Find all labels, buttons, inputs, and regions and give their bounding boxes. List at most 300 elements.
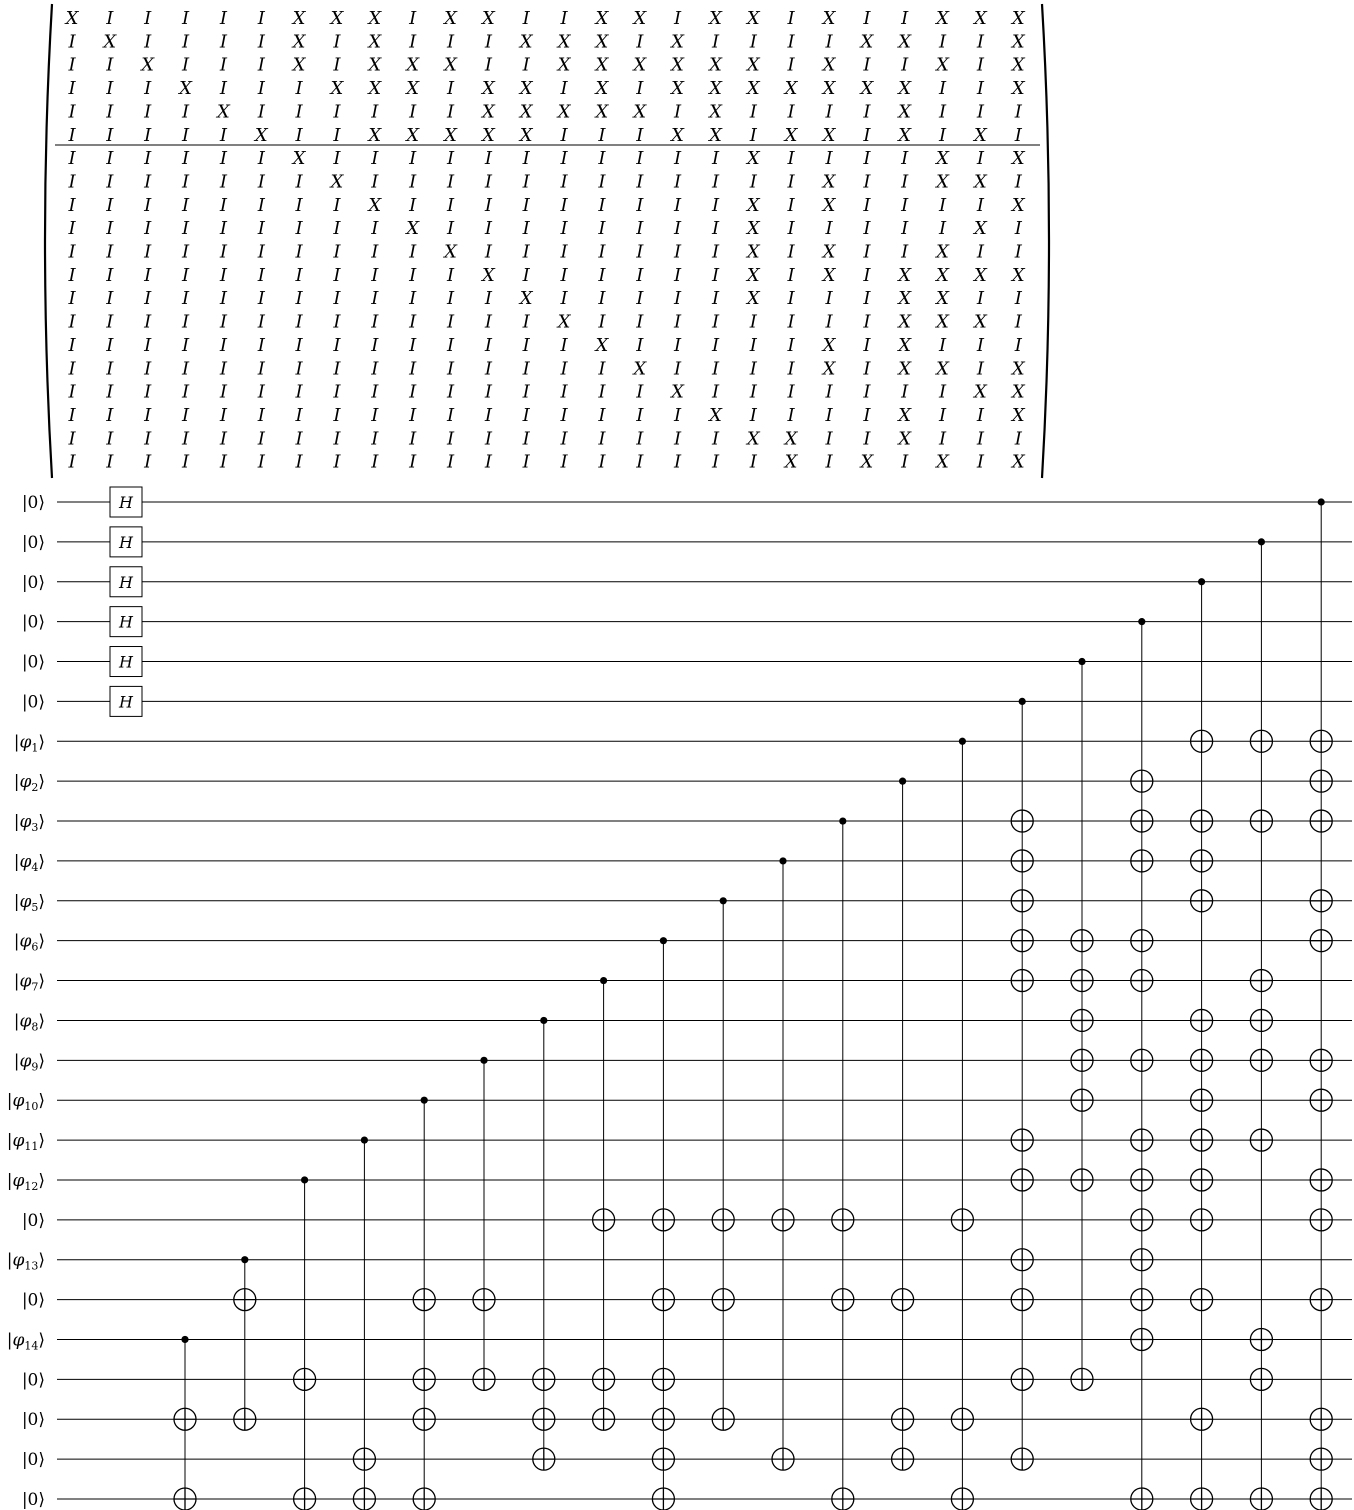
matrix-cell: I [257, 78, 265, 100]
target-xor [1191, 1488, 1213, 1510]
svg-text:H: H [119, 572, 133, 592]
matrix-cell: I [787, 171, 795, 193]
matrix-cell: X [65, 8, 79, 29]
matrix-cell: I [636, 288, 644, 310]
matrix-cell: I [749, 405, 757, 426]
matrix-cell: I [333, 31, 341, 53]
matrix-cell: I [484, 311, 492, 333]
cnot-gate [353, 1136, 375, 1510]
matrix-cell: X [860, 78, 874, 100]
matrix-cell: I [560, 218, 568, 240]
matrix-cell: I [484, 405, 492, 426]
matrix-cell: I [522, 218, 530, 240]
matrix-cell: I [182, 288, 190, 310]
matrix-cell: X [406, 124, 420, 146]
matrix-cell: I [598, 381, 606, 403]
matrix-cell: I [144, 405, 152, 426]
matrix-cell: I [333, 218, 341, 240]
wire-label: $|\varphi_{12}⟩$ [6, 1171, 45, 1193]
matrix-cell: X [292, 148, 306, 170]
control-dot [1019, 698, 1026, 705]
matrix-cell: X [822, 8, 836, 29]
matrix-cell: I [749, 451, 757, 473]
matrix-cell: I [333, 334, 341, 356]
matrix-cell: I [636, 171, 644, 193]
matrix-cell: I [144, 241, 152, 263]
wire-label: $|\varphi_{14}⟩$ [6, 1330, 45, 1353]
wire-label: $|\varphi_5⟩$ [13, 891, 45, 914]
control-dot [421, 1097, 428, 1104]
matrix-cell: I [711, 148, 720, 170]
matrix-cell: I [674, 428, 682, 450]
matrix-cell: I [863, 194, 871, 216]
matrix-cell: I [333, 194, 341, 216]
matrix-cell: X [1011, 194, 1025, 216]
matrix-cell: I [333, 311, 341, 333]
matrix-cell: I [182, 311, 190, 333]
matrix-cell: I [295, 171, 303, 193]
matrix-cell: I [409, 428, 417, 450]
matrix-cell: I [522, 451, 530, 473]
matrix-cell: I [863, 288, 871, 310]
matrix-cell: I [409, 148, 417, 170]
matrix-cell: X [709, 54, 722, 76]
matrix-cell: I [371, 218, 379, 240]
matrix-cell: I [825, 148, 833, 170]
svg-text:H: H [119, 493, 133, 512]
matrix-cell: I [636, 78, 644, 100]
target-xor [832, 1289, 854, 1311]
matrix-cell: I [446, 428, 455, 450]
matrix-cell: X [936, 288, 950, 310]
matrix-cell: I [106, 241, 114, 263]
control-dot [899, 778, 906, 785]
target-xor [294, 1488, 316, 1510]
matrix-cell: I [976, 334, 984, 356]
matrix-cell: I [749, 311, 757, 333]
matrix-cell: I [446, 148, 455, 170]
matrix-cell: I [939, 194, 947, 216]
matrix-cell: I [106, 405, 114, 426]
matrix-cell: X [1011, 451, 1025, 473]
matrix-cell: I [674, 218, 682, 240]
matrix-cell: I [68, 358, 76, 380]
target-xor [951, 1209, 973, 1231]
matrix-cell: I [106, 218, 114, 240]
matrix-cell: X [784, 451, 798, 473]
matrix-cell: X [1011, 358, 1025, 380]
matrix-cell: I [863, 148, 871, 170]
matrix-cell: X [822, 171, 836, 193]
target-xor [174, 1408, 196, 1430]
wire-label: |0⟩ [21, 612, 45, 633]
matrix-cell: X [1011, 54, 1025, 76]
wire-label: |0⟩ [21, 1370, 45, 1391]
matrix-cell: I [863, 405, 871, 426]
matrix-cell: I [106, 148, 114, 170]
matrix-cell: X [1011, 8, 1025, 29]
matrix-cell: I [333, 428, 341, 450]
matrix-cell: I [560, 405, 568, 426]
matrix-cell: X [481, 101, 495, 123]
matrix-cell: I [484, 358, 492, 380]
matrix-cell: X [595, 78, 609, 100]
matrix-cell: X [898, 101, 912, 123]
control-dot [1318, 498, 1325, 505]
target-xor [1131, 810, 1153, 832]
matrix-cell: X [633, 101, 647, 123]
matrix-cell: I [674, 241, 682, 263]
matrix-cell: I [939, 381, 947, 403]
matrix-cell: X [671, 124, 685, 146]
target-xor [1191, 1408, 1213, 1430]
matrix-cell: I [560, 8, 568, 29]
matrix-cell: X [898, 428, 912, 450]
matrix-cell: I [68, 334, 76, 356]
matrix-cell: I [295, 78, 303, 100]
matrix-cell: I [144, 124, 152, 146]
wire-label: $|\varphi_6⟩$ [13, 931, 45, 954]
target-xor [1310, 1089, 1332, 1111]
target-xor [1191, 1049, 1213, 1071]
matrix-cell: I [560, 264, 568, 286]
control-dot [1078, 658, 1085, 665]
cnot-gate [1071, 658, 1093, 1390]
matrix-cell: I [901, 54, 909, 76]
matrix-cell: I [219, 31, 227, 53]
matrix-cell: I [182, 218, 190, 240]
matrix-cell: I [598, 171, 606, 193]
matrix-cell: I [409, 241, 417, 263]
wire-labels [7, 493, 45, 1510]
target-xor [1131, 1249, 1153, 1271]
matrix-cell: I [409, 311, 417, 333]
matrix-cell: I [522, 241, 530, 263]
target-xor [1071, 970, 1093, 992]
matrix-cell: I [409, 264, 417, 286]
matrix-cell: I [560, 288, 568, 310]
matrix-cell: I [674, 171, 682, 193]
matrix-cell: X [936, 54, 950, 76]
matrix-cell: I [219, 54, 227, 76]
target-xor [1310, 1169, 1332, 1191]
matrix-cell: I [825, 288, 833, 310]
matrix-cell: I [636, 334, 644, 356]
matrix-cell: I [863, 334, 871, 356]
matrix-cell: X [973, 264, 987, 286]
matrix-cell: X [784, 78, 798, 100]
matrix-cell: I [219, 264, 227, 286]
matrix-cell: I [674, 334, 682, 356]
target-xor [1071, 1368, 1093, 1390]
matrix-cell: I [144, 218, 152, 240]
matrix-cell: I [825, 218, 833, 240]
matrix-cell: I [976, 148, 984, 170]
matrix-cell: I [560, 78, 568, 100]
target-xor [473, 1368, 495, 1390]
control-dot [839, 817, 846, 824]
wire-label: $|\varphi_7⟩$ [13, 971, 45, 994]
wire-label: $|\varphi_2⟩$ [13, 772, 45, 795]
matrix-cell: I [68, 451, 76, 473]
hadamard-gate [110, 527, 142, 557]
matrix-cell: I [636, 381, 644, 403]
matrix-cell: I [825, 405, 833, 426]
matrix-cell: I [219, 405, 227, 426]
matrix-cell: I [333, 241, 341, 263]
matrix-cell: X [709, 124, 722, 146]
matrix-cell: X [330, 8, 344, 29]
matrix-cell: I [295, 264, 303, 286]
target-xor [1250, 1129, 1272, 1151]
wire-label: |0⟩ [21, 1410, 45, 1431]
matrix-cell: I [901, 381, 909, 403]
target-xor [1011, 970, 1033, 992]
matrix-cell: I [182, 31, 190, 53]
matrix-cell: I [144, 311, 152, 333]
matrix-cell: X [1011, 405, 1025, 426]
target-xor [892, 1408, 914, 1430]
matrix-cell: I [522, 428, 530, 450]
matrix-cell: I [674, 288, 682, 310]
matrix-cell: I [144, 8, 152, 29]
matrix-cell: X [103, 31, 117, 53]
matrix-cell: I [787, 405, 795, 426]
matrix-cell: I [863, 171, 871, 193]
matrix-cell: X [481, 264, 495, 286]
matrix-cell: X [633, 54, 647, 76]
target-xor [772, 1209, 794, 1231]
matrix-cell: I [711, 358, 720, 380]
matrix-cell: I [333, 101, 341, 123]
matrix-cell: X [444, 8, 457, 29]
matrix-cell: I [144, 101, 152, 123]
matrix-cell: I [749, 171, 757, 193]
matrix-cell: X [936, 241, 950, 263]
matrix-cell: X [595, 54, 609, 76]
target-xor [413, 1408, 435, 1430]
matrix-cell: I [674, 311, 682, 333]
target-xor [413, 1368, 435, 1390]
circuit-wires [57, 502, 1352, 1499]
target-xor [652, 1368, 674, 1390]
matrix-cell: I [484, 148, 492, 170]
matrix-cell: I [484, 171, 492, 193]
matrix-cell: I [409, 381, 417, 403]
matrix-cell: I [219, 148, 227, 170]
cnot-gate [951, 738, 973, 1510]
matrix-cell: X [746, 54, 760, 76]
matrix-cell: I [409, 171, 417, 193]
target-xor [1310, 770, 1332, 792]
matrix-cell: X [1011, 31, 1025, 53]
matrix-cell: I [257, 288, 265, 310]
matrix-cell: X [368, 78, 382, 100]
matrix-cell: I [182, 334, 190, 356]
matrix-cell: I [484, 381, 492, 403]
circuit [7, 487, 1352, 1510]
matrix-cell: I [219, 8, 227, 29]
matrix-cell: I [257, 194, 265, 216]
matrix-cell: I [674, 8, 682, 29]
target-xor [294, 1368, 316, 1390]
matrix-cell: I [106, 171, 114, 193]
matrix-cell: I [106, 54, 114, 76]
matrix-cell: I [295, 241, 303, 263]
matrix-cell: I [939, 31, 947, 53]
control-dot [480, 1057, 487, 1064]
matrix-cell: I [257, 381, 265, 403]
target-xor [1131, 1209, 1153, 1231]
matrix-cell: I [749, 31, 757, 53]
target-xor [1011, 1289, 1033, 1311]
matrix-cell: I [106, 194, 114, 216]
matrix-cell: I [333, 288, 341, 310]
matrix-cell: X [822, 358, 836, 380]
target-xor [1071, 1169, 1093, 1191]
matrix-cell: I [219, 334, 227, 356]
control-dot [181, 1336, 188, 1343]
target-xor [1191, 1209, 1213, 1231]
matrix-cell: I [295, 451, 303, 473]
matrix-cell: I [182, 8, 190, 29]
matrix-cell: I [787, 241, 795, 263]
matrix-cell: I [863, 428, 871, 450]
target-xor [652, 1488, 674, 1510]
matrix-cell: I [711, 241, 720, 263]
matrix-cell: X [557, 311, 571, 333]
control-dot [600, 977, 607, 984]
matrix-cell: I [976, 428, 984, 450]
matrix-cell: I [409, 451, 417, 473]
cnot-gate [1250, 538, 1272, 1510]
matrix-cell: I [863, 218, 871, 240]
matrix-cell: I [68, 218, 76, 240]
matrix-cell: I [560, 381, 568, 403]
matrix-cell: I [976, 31, 984, 53]
matrix-cell: I [674, 405, 682, 426]
matrix-cell: I [144, 288, 152, 310]
matrix-cell: I [863, 381, 871, 403]
matrix-cell: I [939, 334, 947, 356]
matrix-cell: X [898, 124, 912, 146]
matrix-cell: X [784, 124, 798, 146]
matrix-cell: I [484, 428, 492, 450]
matrix-cell: I [674, 194, 682, 216]
matrix-cell: I [711, 288, 720, 310]
svg-text:H: H [119, 692, 133, 712]
matrix-cell: I [371, 334, 379, 356]
target-xor [832, 1209, 854, 1231]
target-xor [533, 1448, 555, 1470]
matrix-cell: I [182, 358, 190, 380]
matrix-cell: X [822, 78, 836, 100]
target-xor [1071, 1089, 1093, 1111]
target-xor [413, 1488, 435, 1510]
target-xor [1310, 1408, 1332, 1430]
matrix-cell: I [371, 358, 379, 380]
target-xor [1131, 1289, 1153, 1311]
wire-label: $|\varphi_{13}⟩$ [6, 1250, 45, 1273]
matrix-cell: I [409, 8, 417, 29]
matrix-cell: I [144, 171, 152, 193]
matrix-cell: X [1011, 381, 1025, 403]
matrix-cell: I [446, 311, 455, 333]
matrix-cell: X [822, 124, 836, 146]
target-xor [1191, 1289, 1213, 1311]
target-xor [951, 1488, 973, 1510]
cnot-gate [1310, 498, 1332, 1510]
matrix-cell: I [333, 358, 341, 380]
matrix-cell: I [68, 124, 76, 146]
matrix-cell: I [522, 54, 530, 76]
control-dot [301, 1176, 308, 1183]
matrix-cell: I [901, 8, 909, 29]
target-xor [1131, 970, 1153, 992]
matrix-cell: X [936, 451, 950, 473]
matrix-cell: X [481, 78, 495, 100]
matrix-cell: I [68, 311, 76, 333]
matrix-cell: I [68, 194, 76, 216]
matrix-cell: I [674, 101, 682, 123]
target-xor [593, 1368, 615, 1390]
matrix-cell: I [371, 241, 379, 263]
matrix-cell: I [825, 311, 833, 333]
matrix-cell: I [560, 428, 568, 450]
matrix-cell: I [106, 428, 114, 450]
target-xor [1250, 1009, 1272, 1031]
matrix-cell: I [522, 194, 530, 216]
matrix-cell: I [219, 358, 227, 380]
control-dot [959, 738, 966, 745]
target-xor [174, 1488, 196, 1510]
matrix-cell: I [144, 381, 152, 403]
cnot-gate [174, 1336, 196, 1510]
target-xor [832, 1488, 854, 1510]
matrix-cell: I [144, 264, 152, 286]
matrix-cell: I [409, 405, 417, 426]
matrix-cell: I [863, 311, 871, 333]
matrix-cell: I [333, 405, 341, 426]
matrix-cell: I [333, 54, 341, 76]
matrix-cell: I [976, 78, 984, 100]
matrix-cell: I [371, 171, 379, 193]
matrix-cell: I [295, 101, 303, 123]
matrix-cell: X [292, 54, 306, 76]
matrix-cell: I [976, 451, 984, 473]
cnot-gate [593, 977, 615, 1430]
matrix-cell: I [711, 171, 720, 193]
matrix-cell: I [106, 101, 114, 123]
matrix-cell: I [144, 428, 152, 450]
target-xor [353, 1488, 375, 1510]
matrix-cell: I [295, 428, 303, 450]
matrix-cell: I [598, 218, 606, 240]
matrix-cell: I [1014, 101, 1022, 123]
matrix-cell: I [295, 218, 303, 240]
matrix-cell: X [746, 148, 760, 170]
matrix-cell: I [106, 358, 114, 380]
matrix-cell: I [976, 241, 984, 263]
matrix-cell: I [106, 311, 114, 333]
matrix-cell: I [976, 358, 984, 380]
target-xor [772, 1448, 794, 1470]
matrix-cell: I [446, 171, 455, 193]
matrix-cell: I [409, 288, 417, 310]
matrix-cell: X [784, 428, 798, 450]
matrix-cell: X [746, 241, 760, 263]
matrix-cell: I [371, 381, 379, 403]
